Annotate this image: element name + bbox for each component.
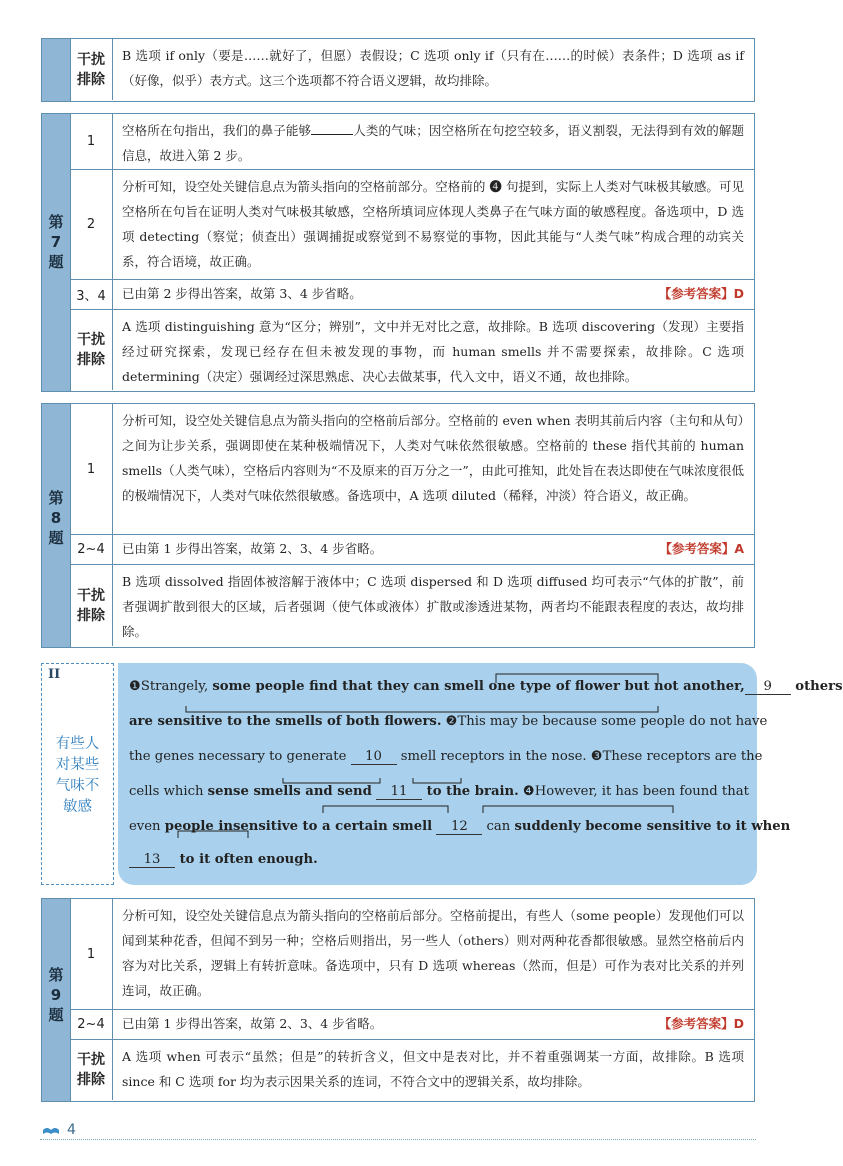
passage-run-bold: people insensitive to a certain smell	[164, 819, 433, 834]
passage-run: even	[129, 819, 165, 834]
arrow-bracket-12b	[483, 806, 673, 813]
passage-run-bold: sense smells and send	[207, 784, 372, 799]
gap-9[interactable]: 9	[745, 679, 791, 695]
q8-label: 第 8 题	[48, 489, 64, 547]
passage-topic-box	[41, 663, 114, 885]
page-footer	[40, 1122, 756, 1142]
q8-step1-text: 分析可知，设空处关键信息点为箭头指向的空格前后部分。空格前的 even when 表明其前后内容（主句和从句）之间为让步关系，强调即使在某种极端情况下，人类对气味依然很敏感。空格前的 these 指代其前的 human smells（人类气味），空格后内容则为“不及原来的百万分之一”，由此可推知，此处旨在表达即使在气味浓度很低的极端情况下，人类对气味依然很敏感。备选项中，A 选项 diluted（稀释，冲淡）符合语义，故正确。	[122, 413, 744, 503]
passage-run: ❹However, it has been found that	[518, 784, 749, 799]
q8-side	[42, 404, 71, 647]
arrow-bracket-11a	[283, 778, 380, 783]
passage-line-2	[129, 714, 768, 729]
q9-step2	[70, 1010, 754, 1040]
q7-step2	[70, 170, 754, 280]
q9-step2-text: 已由第 1 步得出答案，故第 2、3、4 步省略。	[122, 1016, 383, 1031]
q7-answer: 【参考答案】D	[658, 286, 744, 301]
passage-run: cells which	[129, 784, 208, 799]
q9-step2-num: 2~4	[70, 1010, 113, 1039]
q7-step1	[70, 114, 754, 170]
gap-11[interactable]: 11	[376, 784, 422, 800]
q8-step1-num: 1	[70, 404, 113, 534]
q8-step2-num: 2~4	[70, 535, 113, 564]
q7-distractor-text: A 选项 distinguishing 意为“区分；辨别”，文中并无对比之意，故排除。B 选项 discovering（发现）主要指经过研究探索，发现已经存在但未被发现的事物，而 human smells 并不需要探索，故排除。C 选项 determining（决定）强调经过深思熟虑、决心去做某事，代入文中，语义不通，故也排除。	[122, 319, 744, 384]
q7-step1-num: 1	[70, 114, 113, 169]
q8-step2	[70, 535, 754, 565]
passage-run: ❶Strangely,	[129, 679, 213, 694]
q7-label: 第 7 题	[48, 213, 64, 271]
q8-distractor-text: B 选项 dissolved 指固体被溶解于液体中；C 选项 dispersed 和 D 选项 diffused 均可表示“气体的扩散”，前者强调扩散到很大的区域，后者强调（使气体或液体）扩散或渗透进某物，两者均不能跟表程度的表达，故均排除。	[122, 574, 744, 639]
q9-distractor	[70, 1040, 754, 1100]
arrow-bracket-11b	[413, 778, 461, 783]
passage-run-bold: others	[790, 679, 843, 694]
passage-line-6	[129, 852, 747, 868]
gap-12[interactable]: 12	[436, 819, 482, 835]
passage-line-5	[129, 819, 791, 835]
q9-distractor-text: A 选项 when 可表示“虽然；但是”的转折含义，但文中是表对比，并不着重强调某一方面，故排除。B 选项 since 和 C 选项 for 均为表示因果关系的连词，不符合文中的逻辑关系，故均排除。	[122, 1049, 744, 1089]
passage-run-bold: to it often enough.	[175, 852, 318, 867]
q9-step1-text: 分析可知，设空处关键信息点为箭头指向的空格前后部分。空格前提出，有些人（some people）发现他们可以闻到某种花香，但闻不到另一种；空格后则指出，另一些人（others）则对两种花香都很敏感。显然空格前后内容为对比关系，逻辑上有转折意味。备选项中，只有 D 选项 whereas（然而，但是）可作为表对比关系的并列连词，故正确。	[122, 908, 744, 998]
q9-label: 第 9 题	[48, 966, 64, 1024]
passage-run: can	[482, 819, 515, 834]
arrow-bracket-12a	[323, 806, 448, 813]
passage-run: ❷This may be because some people do not have	[441, 714, 768, 729]
q8-step2-text: 已由第 1 步得出答案，故第 2、3、4 步省略。	[122, 541, 383, 556]
book-icon	[42, 1124, 60, 1136]
q9-answer: 【参考答案】D	[658, 1016, 744, 1031]
gap-10[interactable]: 10	[351, 749, 397, 765]
passage-box	[41, 663, 843, 885]
passage-line-3	[129, 749, 763, 765]
q7-step1-text-b: 人类的气味；因空格所在句挖空较多，语义割裂，无法得到有效的解题信息，故进入第 2 步。	[122, 123, 744, 163]
q9-step1	[70, 899, 754, 1010]
q7-distractor	[70, 310, 754, 390]
passage-line-1	[129, 679, 843, 695]
passage-run-bold: suddenly become sensitive to it when	[514, 819, 791, 834]
passage-run-bold: to the brain.	[422, 784, 519, 799]
page-number: 4	[64, 1122, 79, 1138]
footer-rule	[40, 1139, 756, 1140]
q7-step3-num: 3、4	[70, 280, 113, 309]
q8-block	[41, 403, 755, 648]
distractor-text: B 选项 if only（要是……就好了，但愿）表假设；C 选项 only if（只有在……的时候）表条件；D 选项 as if（好像，似乎）表方式。这三个选项都不符合语义逻辑，故均排除。	[122, 48, 744, 88]
passage-text-panel	[118, 663, 843, 885]
distractor-tag: 干扰 排除	[70, 39, 113, 100]
q7-step1-text-a: 空格所在句指出，我们的鼻子能够	[122, 123, 312, 138]
q7-side	[42, 114, 71, 391]
q8-answer: 【参考答案】A	[659, 541, 744, 556]
passage-line-4	[129, 784, 747, 800]
q7-step2-text: 分析可知，设空处关键信息点为箭头指向的空格前部分。空格前的 ❹ 句提到，实际上人类对气味极其敏感。可见空格所在句旨在证明人类对气味极其敏感，空格所填词应体现人类鼻子在气味方面的敏感程度。备选项中，D 选项 detecting（察觉；侦查出）强调捕捉或察觉到不易察觉的事物，因此其能与“人类气味”构成合理的动宾关系，符合语境，故正确。	[122, 179, 744, 269]
passage-run-bold: some people find that they can smell one type of flower but not another,	[212, 679, 745, 694]
q6-distractor-block	[41, 38, 755, 102]
arrow-bracket-9b	[186, 706, 658, 712]
gap-13[interactable]: 13	[129, 852, 175, 868]
q8-step1	[70, 404, 754, 535]
passage-run: smell receptors in the nose. ❸These receptors are the	[396, 749, 763, 764]
q7-step3-text: 已由第 2 步得出答案，故第 3、4 步省略。	[122, 286, 362, 301]
q7-step2-num: 2	[70, 170, 113, 279]
q7-block	[41, 113, 755, 392]
passage-topic: 有些人 对某些 气味不 敏感	[55, 736, 100, 815]
q8-distractor-tag: 干扰 排除	[70, 565, 113, 646]
q7-step1-text	[122, 118, 744, 168]
side-bar	[42, 39, 71, 101]
q9-distractor-tag: 干扰 排除	[70, 1040, 113, 1100]
q9-step1-num: 1	[70, 899, 113, 1009]
q7-step3	[70, 280, 754, 310]
section-roman: II	[48, 667, 61, 682]
passage-run-bold: are sensitive to the smells of both flowers.	[129, 714, 442, 729]
q8-distractor	[70, 565, 754, 646]
q9-side	[42, 899, 71, 1101]
blank-line	[311, 122, 353, 135]
passage-run: the genes necessary to generate	[129, 749, 351, 764]
distractor-row	[70, 39, 754, 100]
q9-block	[41, 898, 755, 1102]
q7-distractor-tag: 干扰 排除	[70, 310, 113, 390]
